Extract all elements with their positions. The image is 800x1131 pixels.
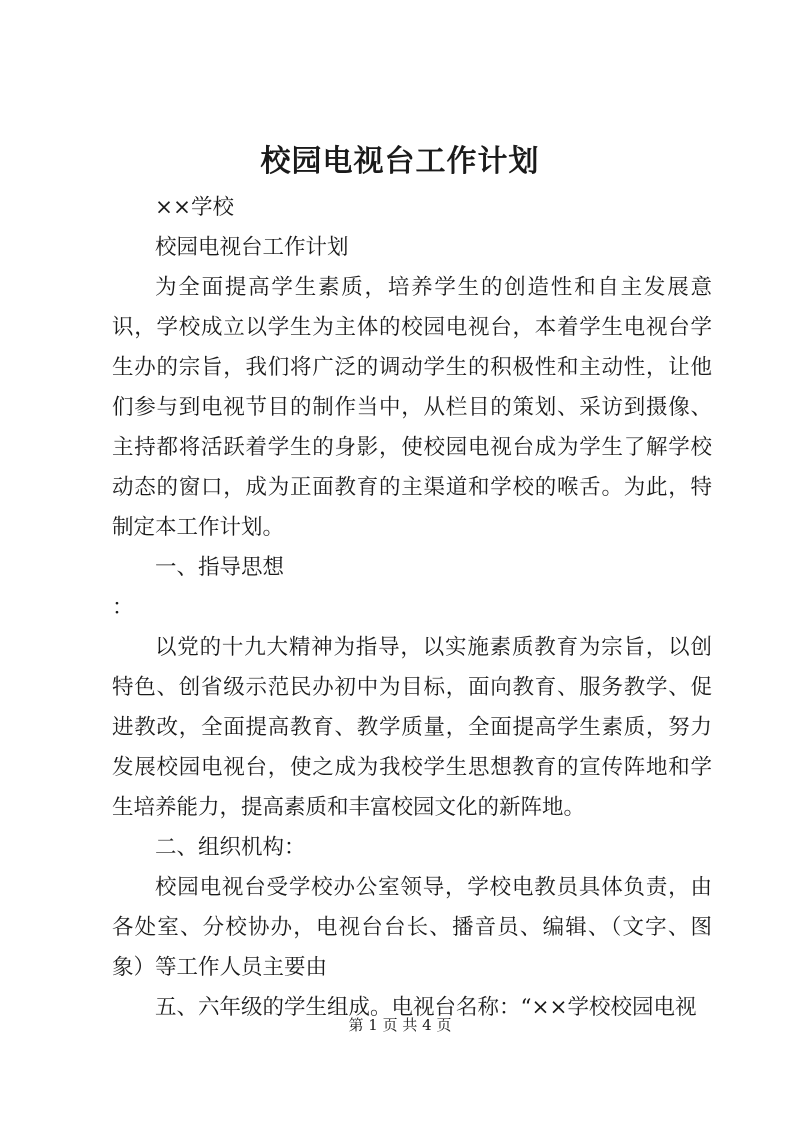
- paragraph-guiding-ideology: 以党的十九大精神为指导，以实施素质教育为宗旨，以创特色、创省级示范民办初中为目标，面向教育、服务教学、促进教改，全面提高教育、教学质量，全面提高学生素质，努力发展校园电视台，使之成为我校学生思想教育的宣传阵地和学生培养能力，提高素质和丰富校园文化的新阵地。: [112, 635, 712, 820]
- document-body: [112, 188, 712, 1028]
- paragraph-school-name: ××学校: [155, 195, 235, 220]
- heading-guiding-ideology: 一、指导思想: [155, 555, 285, 580]
- heading-organization: 二、组织机构：: [155, 835, 306, 860]
- paragraph-subtitle: 校园电视台工作计划: [155, 235, 349, 260]
- page-footer: 第 1 页 共 4 页: [348, 1016, 452, 1034]
- paragraph-intro: 为全面提高学生素质，培养学生的创造性和自主发展意识，学校成立以学生为主体的校园电视台，本着学生电视台学生办的宗旨，我们将广泛的调动学生的积极性和主动性，让他们参与到电视节目的制作当中，从栏目的策划、采访到摄像、主持都将活跃着学生的身影，使校园电视台成为学生了解学校动态的窗口，成为正面教育的主渠道和学校的喉舌。为此，特制定本工作计划。: [112, 275, 712, 540]
- paragraph-organization-continued: 五、六年级的学生组成。电视台名称：“××学校校园电视: [155, 995, 697, 1020]
- paragraph-colon: ：: [112, 595, 134, 620]
- document-title: 校园电视台工作计划: [260, 144, 540, 179]
- paragraph-organization: 校园电视台受学校办公室领导，学校电教员具体负责，由各处室、分校协办，电视台台长、播音员、编辑、（文字、图象）等工作人员主要由: [112, 875, 712, 980]
